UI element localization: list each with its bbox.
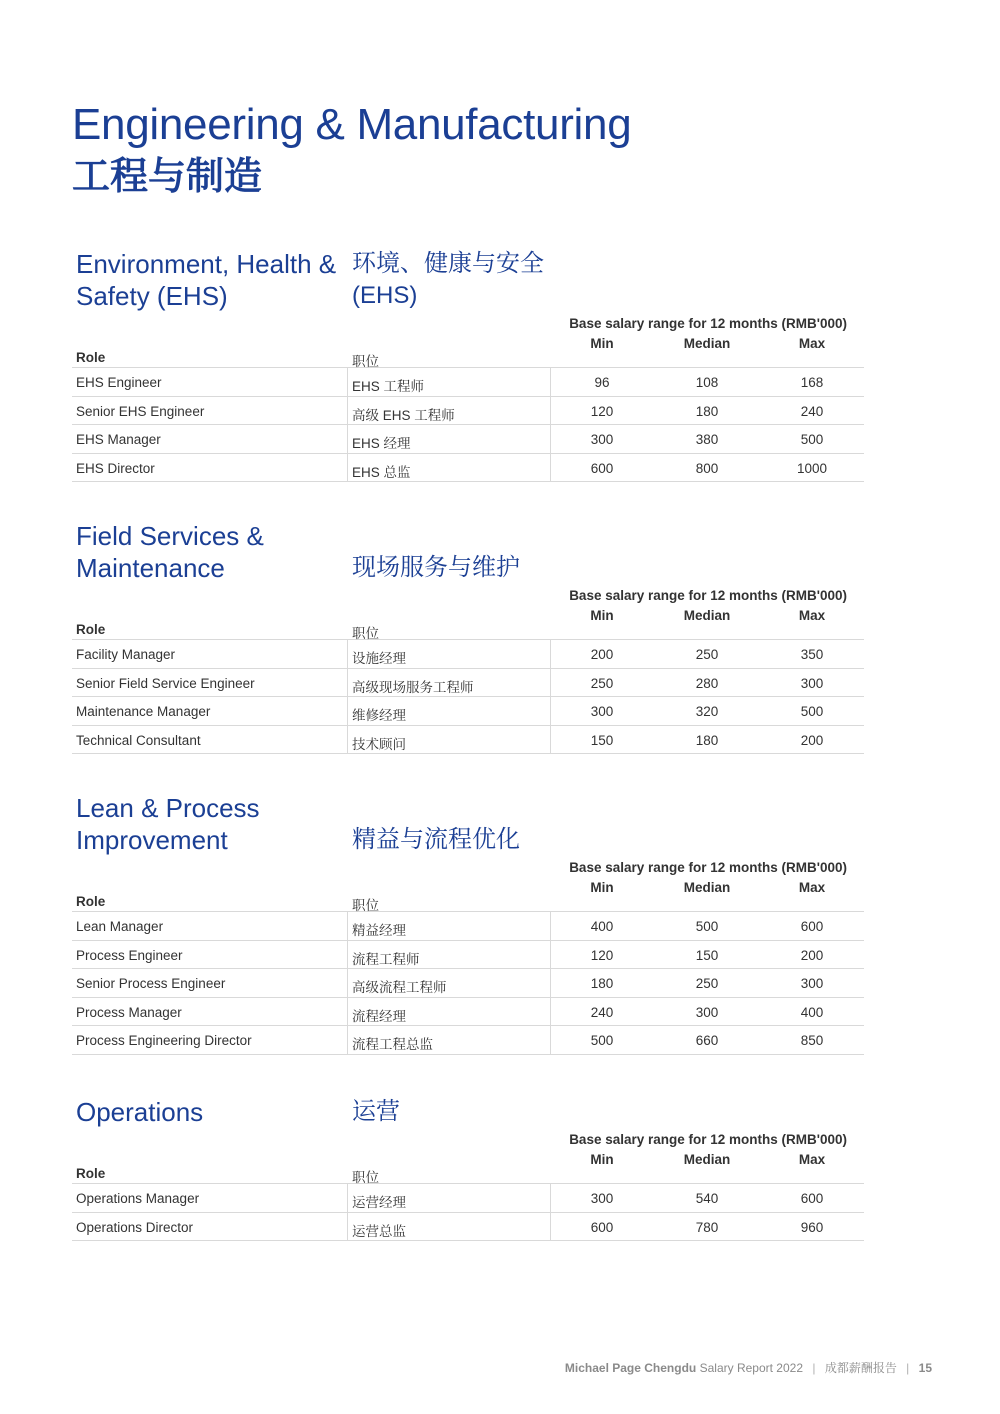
table-header bbox=[72, 880, 864, 913]
table-row bbox=[72, 1184, 864, 1213]
median-value: 280 bbox=[695, 675, 719, 691]
min-value: 500 bbox=[590, 1033, 614, 1049]
header-min: Min bbox=[590, 880, 614, 895]
max-value: 200 bbox=[800, 947, 824, 963]
role: EHS Engineer bbox=[76, 375, 162, 390]
max-value: 1000 bbox=[796, 460, 828, 476]
max-value: 600 bbox=[800, 919, 824, 934]
table-row bbox=[72, 425, 864, 454]
min-value: 180 bbox=[590, 976, 614, 992]
table-row bbox=[72, 397, 864, 426]
role: Process Manager bbox=[76, 1004, 182, 1020]
header-min: Min bbox=[590, 608, 614, 623]
median-value: 108 bbox=[695, 375, 719, 390]
salary-range-title: Base salary range for 12 months (RMB'000) bbox=[569, 316, 847, 331]
header-role-cn: 职位 bbox=[352, 1170, 379, 1185]
role-cn: 流程经理 bbox=[352, 1008, 406, 1024]
role: Technical Consultant bbox=[76, 732, 201, 748]
max-value: 850 bbox=[800, 1033, 824, 1049]
min-value: 300 bbox=[590, 432, 614, 448]
max-value: 240 bbox=[800, 403, 824, 419]
page-number: 15 bbox=[918, 1361, 932, 1375]
header-max: Max bbox=[798, 880, 826, 895]
table-row bbox=[72, 941, 864, 970]
section-ehs bbox=[72, 248, 864, 482]
header-role: Role bbox=[76, 894, 106, 909]
table-row bbox=[72, 912, 864, 941]
section-title: Operations bbox=[76, 1097, 204, 1127]
table-header bbox=[72, 608, 864, 641]
min-value: 300 bbox=[590, 704, 614, 720]
section-lean-process bbox=[72, 792, 864, 1055]
salary-range-title: Base salary range for 12 months (RMB'000) bbox=[569, 1132, 847, 1147]
section-header bbox=[72, 520, 864, 592]
median-value: 300 bbox=[695, 1004, 719, 1020]
role-cn: 高级流程工程师 bbox=[352, 980, 447, 996]
role: Process Engineering Director bbox=[76, 1033, 252, 1049]
role-cn: 高级现场服务工程师 bbox=[352, 679, 474, 695]
table-row bbox=[72, 969, 864, 998]
footer-separator: | bbox=[812, 1361, 816, 1375]
min-value: 400 bbox=[590, 919, 614, 934]
min-value: 120 bbox=[590, 403, 614, 419]
table-row bbox=[72, 454, 864, 483]
median-value: 540 bbox=[695, 1191, 719, 1206]
role-cn: 高级 EHS 工程师 bbox=[352, 407, 455, 423]
section-header bbox=[72, 248, 864, 320]
header-role: Role bbox=[76, 350, 106, 365]
header-min: Min bbox=[590, 1152, 614, 1167]
header-median: Median bbox=[683, 608, 731, 623]
header-max: Max bbox=[798, 1152, 826, 1167]
role-cn: 维修经理 bbox=[352, 708, 406, 724]
median-value: 250 bbox=[695, 976, 719, 992]
role-cn: 运营经理 bbox=[352, 1195, 406, 1210]
max-value: 300 bbox=[800, 675, 824, 691]
table-row bbox=[72, 368, 864, 397]
role-cn: 设施经理 bbox=[352, 651, 406, 666]
role: Operations Director bbox=[76, 1219, 194, 1235]
median-value: 800 bbox=[695, 460, 719, 476]
role-cn: 流程工程总监 bbox=[352, 1037, 433, 1053]
page-title-cn: 工程与制造 bbox=[72, 156, 263, 198]
section-header bbox=[72, 1096, 864, 1136]
header-median: Median bbox=[683, 880, 731, 895]
role: EHS Manager bbox=[76, 432, 161, 448]
table-row bbox=[72, 697, 864, 726]
max-value: 300 bbox=[800, 976, 824, 992]
header-role-cn: 职位 bbox=[352, 626, 379, 641]
salary-range-title: Base salary range for 12 months (RMB'000) bbox=[569, 860, 847, 875]
header-role-cn: 职位 bbox=[352, 898, 379, 913]
role-cn: 技术顾问 bbox=[352, 736, 406, 752]
min-value: 300 bbox=[590, 1191, 614, 1206]
section-title: Environment, Health & Safety (EHS) bbox=[76, 249, 337, 311]
max-value: 400 bbox=[800, 1004, 824, 1020]
median-value: 500 bbox=[695, 919, 719, 934]
page-title: Engineering & Manufacturing bbox=[72, 100, 632, 149]
header-median: Median bbox=[683, 336, 731, 351]
median-value: 180 bbox=[695, 732, 719, 748]
table-row bbox=[72, 726, 864, 755]
table-header bbox=[72, 336, 864, 369]
min-value: 600 bbox=[590, 460, 614, 476]
role: Facility Manager bbox=[76, 647, 176, 662]
role: Process Engineer bbox=[76, 947, 183, 963]
max-value: 168 bbox=[800, 375, 824, 390]
min-value: 96 bbox=[594, 375, 610, 390]
footer-brand: Michael Page Chengdu bbox=[564, 1361, 697, 1375]
table-row bbox=[72, 1213, 864, 1242]
table-row bbox=[72, 998, 864, 1027]
header-max: Max bbox=[798, 608, 826, 623]
median-value: 180 bbox=[695, 403, 719, 419]
footer-separator: | bbox=[906, 1361, 910, 1375]
header-role: Role bbox=[76, 622, 106, 637]
section-title: Lean & Process Improvement bbox=[76, 793, 260, 855]
median-value: 380 bbox=[695, 432, 719, 448]
role: Senior Field Service Engineer bbox=[76, 675, 255, 691]
section-title-cn: 现场服务与维护 bbox=[352, 554, 520, 581]
table-row bbox=[72, 1026, 864, 1055]
max-value: 500 bbox=[800, 432, 824, 448]
header-role: Role bbox=[76, 1166, 106, 1181]
section-title-cn: 精益与流程优化 bbox=[352, 826, 520, 853]
table-header bbox=[72, 1152, 864, 1185]
role-cn: EHS 工程师 bbox=[352, 379, 425, 394]
max-value: 350 bbox=[800, 647, 824, 662]
section-operations bbox=[72, 1096, 864, 1241]
role-cn: 运营总监 bbox=[352, 1223, 406, 1239]
median-value: 150 bbox=[695, 947, 719, 963]
section-title-cn-line2: (EHS) bbox=[352, 282, 418, 309]
header-max: Max bbox=[798, 336, 826, 351]
max-value: 200 bbox=[800, 732, 824, 748]
max-value: 500 bbox=[800, 704, 824, 720]
max-value: 960 bbox=[800, 1219, 824, 1235]
min-value: 600 bbox=[590, 1219, 614, 1235]
section-header bbox=[72, 792, 864, 864]
section-field-services bbox=[72, 520, 864, 754]
header-role-cn: 职位 bbox=[352, 354, 379, 369]
salary-range-title: Base salary range for 12 months (RMB'000) bbox=[569, 588, 847, 603]
min-value: 240 bbox=[590, 1004, 614, 1020]
min-value: 200 bbox=[590, 647, 614, 662]
role: Senior EHS Engineer bbox=[76, 403, 205, 419]
header-min: Min bbox=[590, 336, 614, 351]
role-cn: EHS 经理 bbox=[352, 436, 411, 452]
min-value: 250 bbox=[590, 675, 614, 691]
min-value: 150 bbox=[590, 732, 614, 748]
role-cn: 精益经理 bbox=[352, 923, 406, 938]
role: Senior Process Engineer bbox=[76, 976, 226, 992]
table-row bbox=[72, 640, 864, 669]
max-value: 600 bbox=[800, 1191, 824, 1206]
median-value: 780 bbox=[695, 1219, 719, 1235]
section-title-cn: 运营 bbox=[352, 1098, 400, 1125]
section-title-cn-line1: 环境、健康与安全 bbox=[352, 250, 544, 277]
median-value: 250 bbox=[695, 647, 719, 662]
role: Maintenance Manager bbox=[76, 704, 211, 720]
footer-report-cn: 成都薪酬报告 bbox=[824, 1361, 897, 1375]
role-cn: 流程工程师 bbox=[352, 951, 420, 967]
header-median: Median bbox=[683, 1152, 731, 1167]
role-cn: EHS 总监 bbox=[352, 464, 411, 480]
section-title: Field Services & Maintenance bbox=[76, 521, 264, 583]
role: Lean Manager bbox=[76, 919, 164, 934]
page-footer bbox=[565, 1359, 932, 1376]
median-value: 320 bbox=[695, 704, 719, 720]
role: EHS Director bbox=[76, 460, 155, 476]
table-row bbox=[72, 669, 864, 698]
min-value: 120 bbox=[590, 947, 614, 963]
section-title-cn bbox=[352, 248, 544, 312]
median-value: 660 bbox=[695, 1033, 719, 1049]
role: Operations Manager bbox=[76, 1191, 200, 1206]
footer-report: Salary Report 2022 bbox=[699, 1361, 803, 1375]
